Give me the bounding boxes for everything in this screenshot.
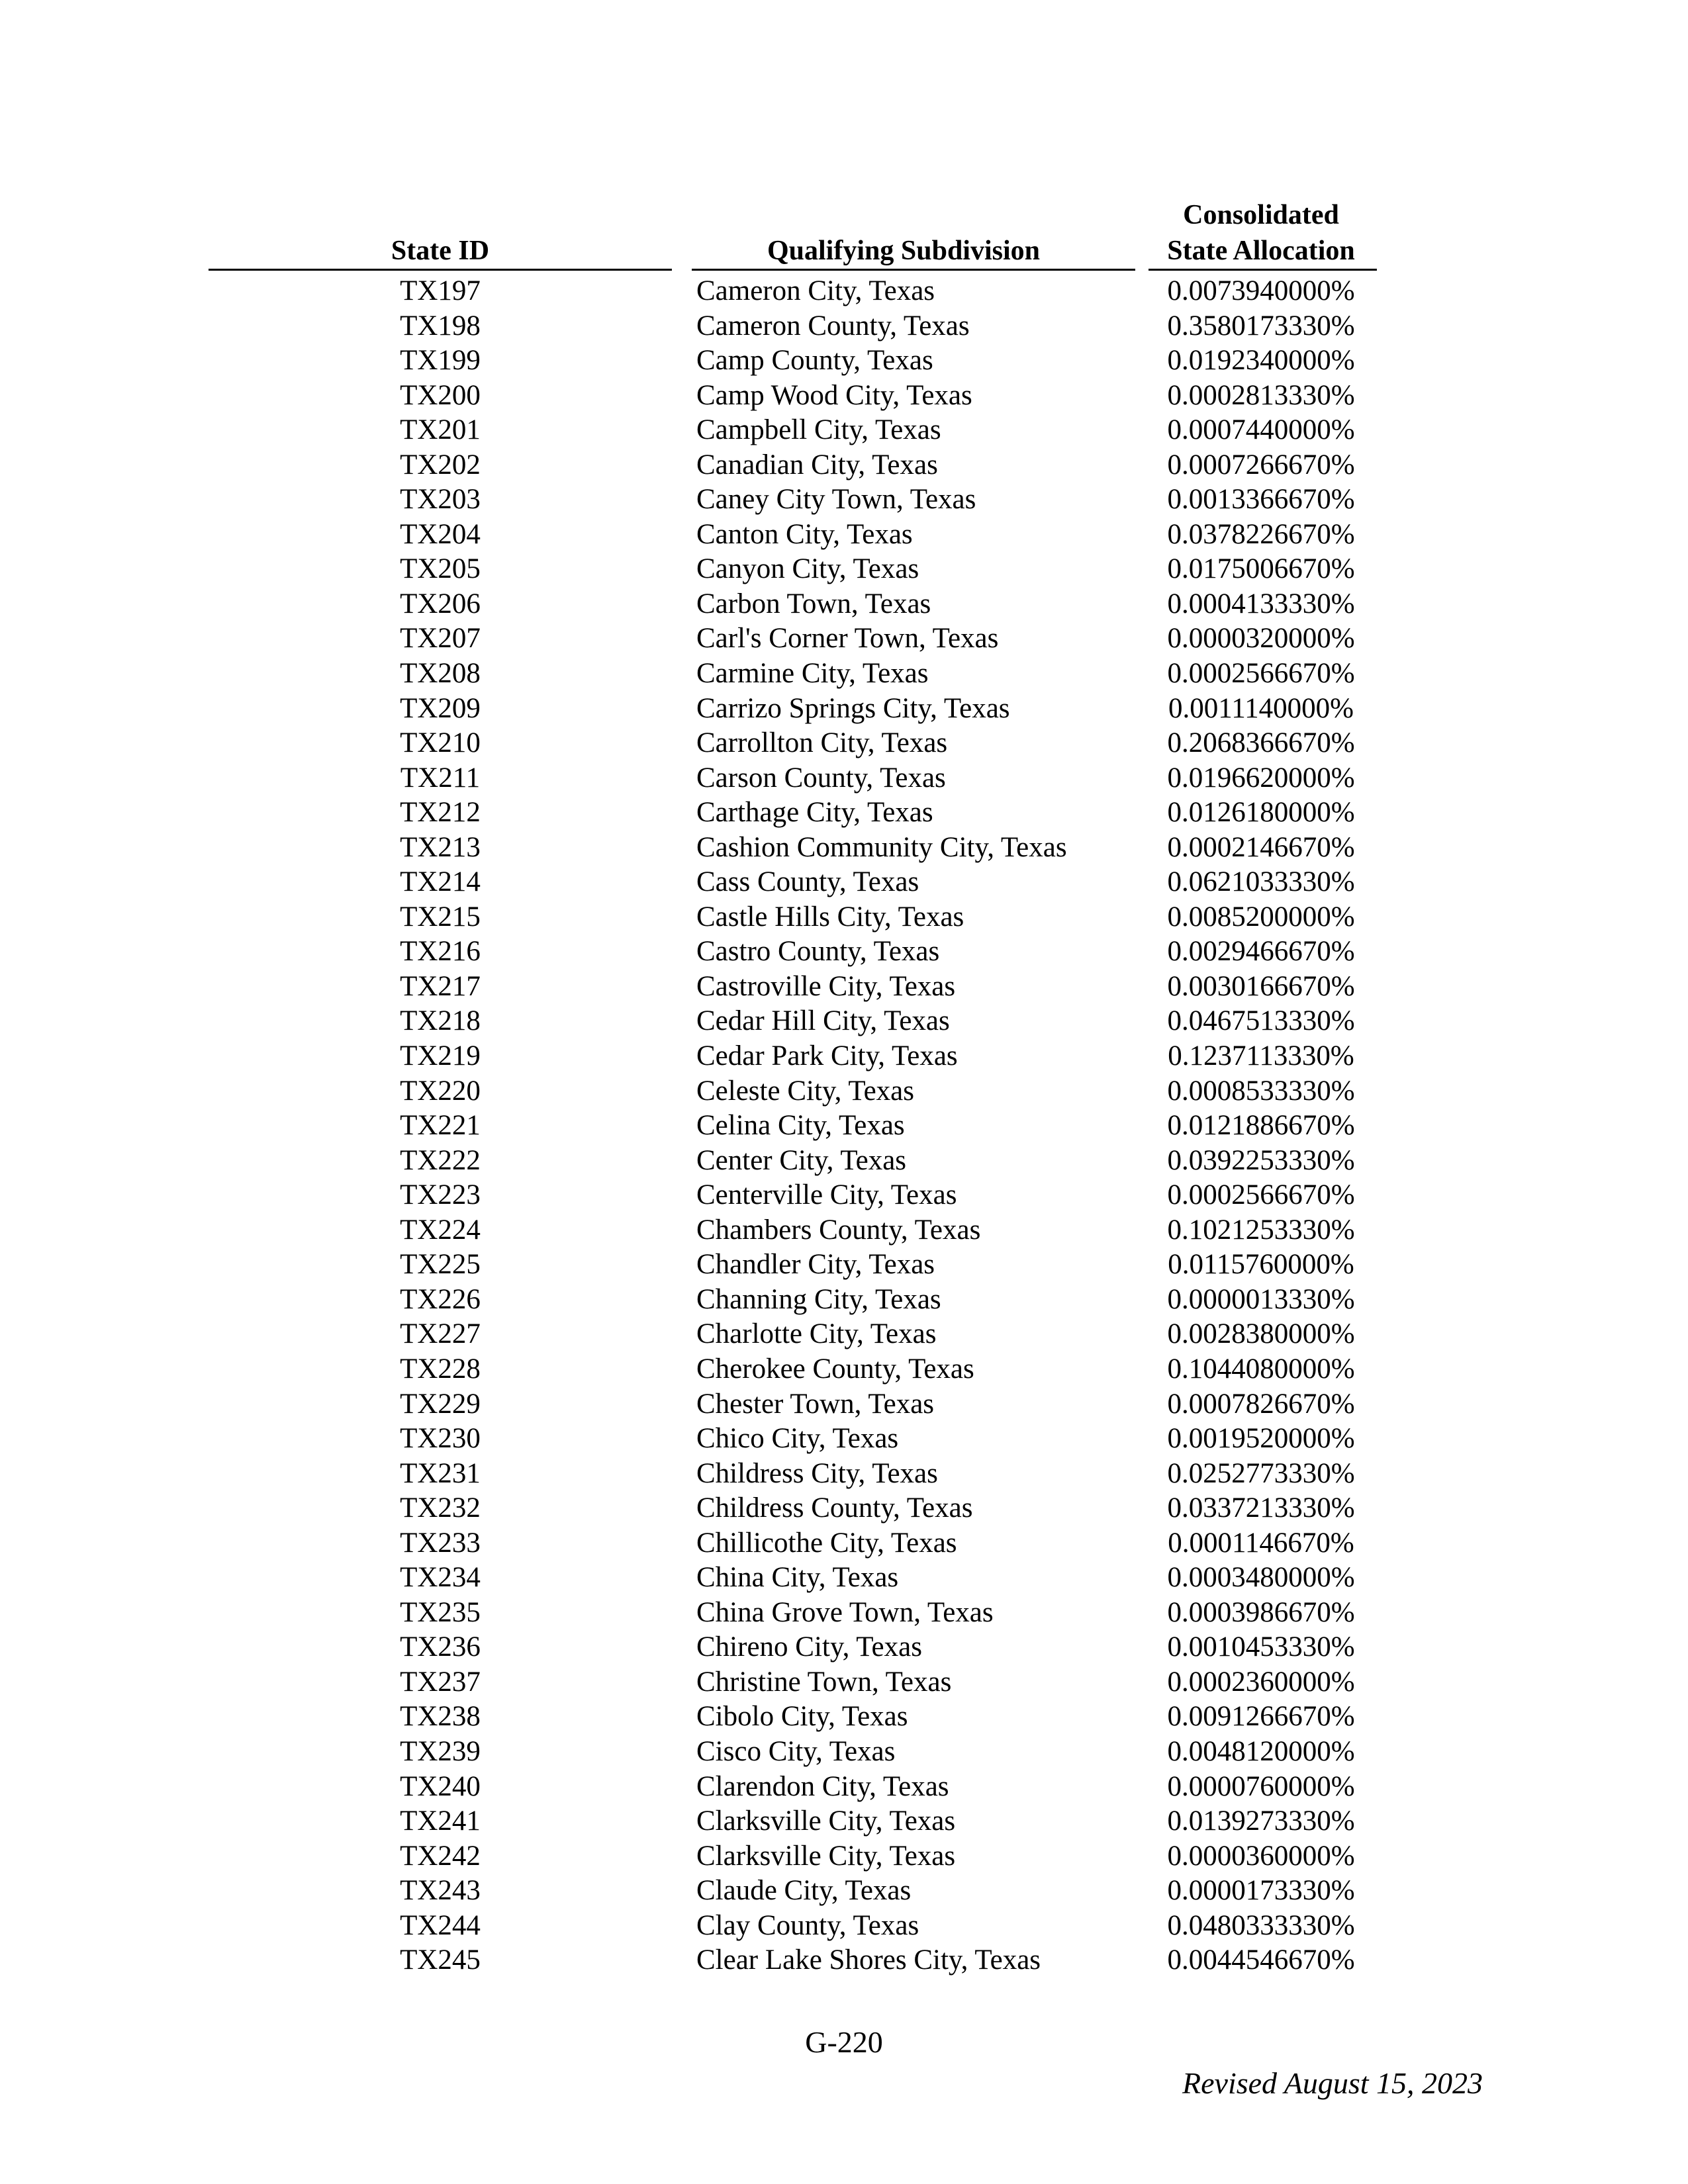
- allocation-cell: 0.0000013330%: [1167, 1283, 1355, 1315]
- allocation-cell: 0.0467513330%: [1167, 1005, 1355, 1037]
- allocation-cell: 0.0192340000%: [1167, 345, 1355, 377]
- state-id-cell: TX240: [400, 1770, 481, 1802]
- header-rule-allocation: [1149, 269, 1377, 271]
- subdivision-cell: Camp Wood City, Texas: [696, 379, 972, 411]
- table-row: [0, 1178, 1688, 1213]
- table-row: [0, 657, 1688, 692]
- table-row: [0, 1248, 1688, 1283]
- table-row: [0, 1630, 1688, 1665]
- allocation-cell: 0.0000360000%: [1167, 1840, 1355, 1872]
- state-id-cell: TX225: [400, 1249, 481, 1281]
- subdivision-cell: Cashion Community City, Texas: [696, 831, 1067, 863]
- allocation-cell: 0.0337213330%: [1167, 1492, 1355, 1524]
- table-row: [0, 587, 1688, 622]
- state-id-cell: TX221: [400, 1110, 481, 1142]
- state-id-cell: TX233: [400, 1527, 481, 1559]
- table-row: [0, 796, 1688, 831]
- table-row: [0, 309, 1688, 344]
- subdivision-cell: Charlotte City, Texas: [696, 1318, 937, 1350]
- state-id-cell: TX212: [400, 797, 481, 829]
- subdivision-cell: Clay County, Texas: [696, 1909, 919, 1941]
- table-row: [0, 1561, 1688, 1596]
- subdivision-cell: Chester Town, Texas: [696, 1388, 935, 1420]
- allocation-cell: 0.0004133330%: [1167, 588, 1355, 619]
- allocation-cell: 0.0252773330%: [1167, 1457, 1355, 1489]
- allocation-cell: 0.0121886670%: [1167, 1110, 1355, 1142]
- state-id-cell: TX199: [400, 345, 481, 377]
- allocation-cell: 0.0003480000%: [1167, 1562, 1355, 1594]
- state-id-cell: TX243: [400, 1875, 481, 1907]
- table-row: [0, 1943, 1688, 1978]
- allocation-cell: 0.1044080000%: [1167, 1353, 1355, 1385]
- allocation-cell: 0.3580173330%: [1167, 310, 1355, 341]
- subdivision-cell: Carthage City, Texas: [696, 797, 933, 829]
- subdivision-cell: Carl's Corner Town, Texas: [696, 623, 999, 655]
- allocation-cell: 0.0011140000%: [1168, 692, 1354, 724]
- header-rule-subdivision: [692, 269, 1135, 271]
- allocation-cell: 0.0019520000%: [1167, 1423, 1355, 1455]
- allocation-cell: 0.0048120000%: [1167, 1735, 1355, 1767]
- table-row: [0, 726, 1688, 761]
- allocation-cell: 0.0196620000%: [1167, 762, 1355, 794]
- header-allocation-line1: Consolidated: [1183, 200, 1339, 230]
- subdivision-cell: Castroville City, Texas: [696, 970, 956, 1002]
- subdivision-cell: Claude City, Texas: [696, 1875, 912, 1907]
- state-id-cell: TX204: [400, 518, 481, 550]
- state-id-cell: TX222: [400, 1144, 481, 1176]
- allocation-cell: 0.0002813330%: [1167, 379, 1355, 411]
- state-id-cell: TX201: [400, 414, 481, 446]
- subdivision-cell: Chireno City, Texas: [696, 1631, 922, 1663]
- allocation-cell: 0.0029466670%: [1167, 936, 1355, 968]
- subdivision-cell: Canyon City, Texas: [696, 553, 919, 585]
- state-id-cell: TX234: [400, 1562, 481, 1594]
- allocation-cell: 0.0030166670%: [1167, 970, 1355, 1002]
- state-id-cell: TX208: [400, 658, 481, 690]
- allocation-cell: 0.0091266670%: [1167, 1701, 1355, 1733]
- subdivision-cell: Camp County, Texas: [696, 345, 933, 377]
- table-row: [0, 900, 1688, 935]
- subdivision-cell: Canton City, Texas: [696, 518, 913, 550]
- state-id-cell: TX223: [400, 1179, 481, 1211]
- state-id-cell: TX219: [400, 1040, 481, 1072]
- table-row: [0, 552, 1688, 587]
- subdivision-cell: Cedar Park City, Texas: [696, 1040, 958, 1072]
- table-row: [0, 1839, 1688, 1874]
- subdivision-cell: Carrizo Springs City, Texas: [696, 692, 1010, 724]
- table-row: [0, 934, 1688, 970]
- state-id-cell: TX238: [400, 1701, 481, 1733]
- table-row: [0, 621, 1688, 657]
- subdivision-cell: Childress County, Texas: [696, 1492, 973, 1524]
- subdivision-cell: Clarendon City, Texas: [696, 1770, 949, 1802]
- subdivision-cell: Center City, Texas: [696, 1144, 907, 1176]
- allocation-cell: 0.0003986670%: [1167, 1596, 1355, 1628]
- table-row: [0, 1213, 1688, 1248]
- subdivision-cell: Cameron County, Texas: [696, 310, 970, 341]
- revised-date: Revised August 15, 2023: [1182, 2066, 1483, 2100]
- allocation-cell: 0.0480333330%: [1167, 1909, 1355, 1941]
- subdivision-cell: Cherokee County, Texas: [696, 1353, 974, 1385]
- subdivision-cell: Clarksville City, Texas: [696, 1840, 956, 1872]
- table-row: [0, 1909, 1688, 1944]
- state-id-cell: TX209: [400, 692, 481, 724]
- allocation-cell: 0.0378226670%: [1167, 518, 1355, 550]
- table-row: [0, 1526, 1688, 1561]
- allocation-cell: 0.0115760000%: [1168, 1249, 1354, 1281]
- subdivision-cell: Chico City, Texas: [696, 1423, 899, 1455]
- subdivision-cell: Cedar Hill City, Texas: [696, 1005, 950, 1037]
- state-id-cell: TX213: [400, 831, 481, 863]
- table-row: [0, 1387, 1688, 1422]
- state-id-cell: TX235: [400, 1596, 481, 1628]
- state-id-cell: TX232: [400, 1492, 481, 1524]
- subdivision-cell: Celeste City, Texas: [696, 1075, 914, 1107]
- table-row: [0, 1457, 1688, 1492]
- subdivision-cell: Cibolo City, Texas: [696, 1701, 908, 1733]
- state-id-cell: TX216: [400, 936, 481, 968]
- table-row: [0, 343, 1688, 379]
- state-id-cell: TX224: [400, 1214, 481, 1246]
- table-row: [0, 1665, 1688, 1700]
- subdivision-cell: Chillicothe City, Texas: [696, 1527, 957, 1559]
- subdivision-cell: Christine Town, Texas: [696, 1666, 952, 1698]
- state-id-cell: TX230: [400, 1423, 481, 1455]
- state-id-cell: TX215: [400, 901, 481, 933]
- table-row: [0, 1074, 1688, 1109]
- state-id-cell: TX197: [400, 275, 481, 306]
- state-id-cell: TX214: [400, 866, 481, 898]
- allocation-cell: 0.0028380000%: [1167, 1318, 1355, 1350]
- table-row: [0, 1804, 1688, 1839]
- allocation-table-body: [0, 274, 1688, 1978]
- allocation-cell: 0.1237113330%: [1168, 1040, 1354, 1072]
- subdivision-cell: Carson County, Texas: [696, 762, 946, 794]
- subdivision-cell: Cass County, Texas: [696, 866, 919, 898]
- state-id-cell: TX220: [400, 1075, 481, 1107]
- subdivision-cell: Cisco City, Texas: [696, 1735, 896, 1767]
- allocation-cell: 0.0139273330%: [1167, 1805, 1355, 1837]
- table-row: [0, 1317, 1688, 1352]
- table-row: [0, 1491, 1688, 1526]
- allocation-cell: 0.0007826670%: [1167, 1388, 1355, 1420]
- state-id-cell: TX202: [400, 449, 481, 480]
- subdivision-cell: Canadian City, Texas: [696, 449, 938, 480]
- subdivision-cell: Chandler City, Texas: [696, 1249, 935, 1281]
- subdivision-cell: Childress City, Texas: [696, 1457, 938, 1489]
- allocation-cell: 0.0085200000%: [1167, 901, 1355, 933]
- allocation-cell: 0.0392253330%: [1167, 1144, 1355, 1176]
- table-row: [0, 831, 1688, 866]
- table-row: [0, 274, 1688, 309]
- allocation-cell: 0.0002566670%: [1167, 658, 1355, 690]
- table-row: [0, 1700, 1688, 1735]
- allocation-cell: 0.0013366670%: [1167, 484, 1355, 516]
- allocation-cell: 0.0126180000%: [1167, 797, 1355, 829]
- subdivision-cell: Chambers County, Texas: [696, 1214, 981, 1246]
- allocation-cell: 0.0000173330%: [1167, 1875, 1355, 1907]
- subdivision-cell: Cameron City, Texas: [696, 275, 935, 306]
- allocation-cell: 0.0002566670%: [1167, 1179, 1355, 1211]
- subdivision-cell: Carmine City, Texas: [696, 658, 929, 690]
- allocation-cell: 0.0175006670%: [1167, 553, 1355, 585]
- table-row: [0, 1422, 1688, 1457]
- allocation-cell: 0.0044546670%: [1167, 1944, 1355, 1976]
- state-id-cell: TX211: [400, 762, 481, 794]
- state-id-cell: TX207: [400, 623, 481, 655]
- subdivision-cell: Caney City Town, Texas: [696, 484, 976, 516]
- allocation-cell: 0.0007440000%: [1167, 414, 1355, 446]
- header-rule-state-id: [209, 269, 672, 271]
- state-id-cell: TX242: [400, 1840, 481, 1872]
- state-id-cell: TX237: [400, 1666, 481, 1698]
- header-qualifying-subdivision: Qualifying Subdivision: [767, 236, 1041, 266]
- state-id-cell: TX217: [400, 970, 481, 1002]
- table-row: [0, 1283, 1688, 1318]
- state-id-cell: TX210: [400, 727, 481, 759]
- table-row: [0, 761, 1688, 796]
- allocation-cell: 0.0007266670%: [1167, 449, 1355, 480]
- subdivision-cell: Channing City, Texas: [696, 1283, 941, 1315]
- allocation-cell: 0.0002146670%: [1167, 831, 1355, 863]
- table-row: [0, 413, 1688, 448]
- state-id-cell: TX229: [400, 1388, 481, 1420]
- allocation-cell: 0.0010453330%: [1167, 1631, 1355, 1663]
- allocation-cell: 0.2068366670%: [1167, 727, 1355, 759]
- subdivision-cell: Celina City, Texas: [696, 1110, 905, 1142]
- state-id-cell: TX228: [400, 1353, 481, 1385]
- table-row: [0, 1874, 1688, 1909]
- state-id-cell: TX206: [400, 588, 481, 619]
- state-id-cell: TX241: [400, 1805, 481, 1837]
- allocation-cell: 0.0000320000%: [1167, 623, 1355, 655]
- state-id-cell: TX231: [400, 1457, 481, 1489]
- state-id-cell: TX236: [400, 1631, 481, 1663]
- allocation-cell: 0.1021253330%: [1167, 1214, 1355, 1246]
- table-row: [0, 518, 1688, 553]
- state-id-cell: TX245: [400, 1944, 481, 1976]
- state-id-cell: TX203: [400, 484, 481, 516]
- allocation-cell: 0.0621033330%: [1167, 866, 1355, 898]
- subdivision-cell: Carbon Town, Texas: [696, 588, 931, 619]
- table-row: [0, 865, 1688, 900]
- allocation-cell: 0.0002360000%: [1167, 1666, 1355, 1698]
- header-consolidated-state-allocation: [1149, 197, 1374, 269]
- subdivision-cell: Castle Hills City, Texas: [696, 901, 964, 933]
- allocation-cell: 0.0001146670%: [1168, 1527, 1354, 1559]
- allocation-cell: 0.0073940000%: [1167, 275, 1355, 306]
- state-id-cell: TX227: [400, 1318, 481, 1350]
- state-id-cell: TX226: [400, 1283, 481, 1315]
- table-row: [0, 692, 1688, 727]
- table-row: [0, 1109, 1688, 1144]
- table-row: [0, 1770, 1688, 1805]
- table-row: [0, 482, 1688, 518]
- table-row: [0, 970, 1688, 1005]
- table-row: [0, 1735, 1688, 1770]
- state-id-cell: TX239: [400, 1735, 481, 1767]
- subdivision-cell: Campbell City, Texas: [696, 414, 941, 446]
- table-row: [0, 1039, 1688, 1074]
- subdivision-cell: Centerville City, Texas: [696, 1179, 957, 1211]
- subdivision-cell: Clarksville City, Texas: [696, 1805, 956, 1837]
- allocation-cell: 0.0000760000%: [1167, 1770, 1355, 1802]
- table-row: [0, 1144, 1688, 1179]
- header-state-id: State ID: [391, 236, 490, 266]
- table-row: [0, 448, 1688, 483]
- table-row: [0, 1004, 1688, 1039]
- table-row: [0, 379, 1688, 414]
- subdivision-cell: China Grove Town, Texas: [696, 1596, 994, 1628]
- table-row: [0, 1596, 1688, 1631]
- subdivision-cell: Castro County, Texas: [696, 936, 940, 968]
- header-allocation-line2: State Allocation: [1167, 236, 1355, 266]
- subdivision-cell: Clear Lake Shores City, Texas: [696, 1944, 1041, 1976]
- table-row: [0, 1352, 1688, 1387]
- subdivision-cell: China City, Texas: [696, 1562, 899, 1594]
- subdivision-cell: Carrollton City, Texas: [696, 727, 948, 759]
- state-id-cell: TX244: [400, 1909, 481, 1941]
- page-number: G-220: [805, 2025, 883, 2059]
- state-id-cell: TX200: [400, 379, 481, 411]
- allocation-cell: 0.0008533330%: [1167, 1075, 1355, 1107]
- state-id-cell: TX205: [400, 553, 481, 585]
- state-id-cell: TX218: [400, 1005, 481, 1037]
- state-id-cell: TX198: [400, 310, 481, 341]
